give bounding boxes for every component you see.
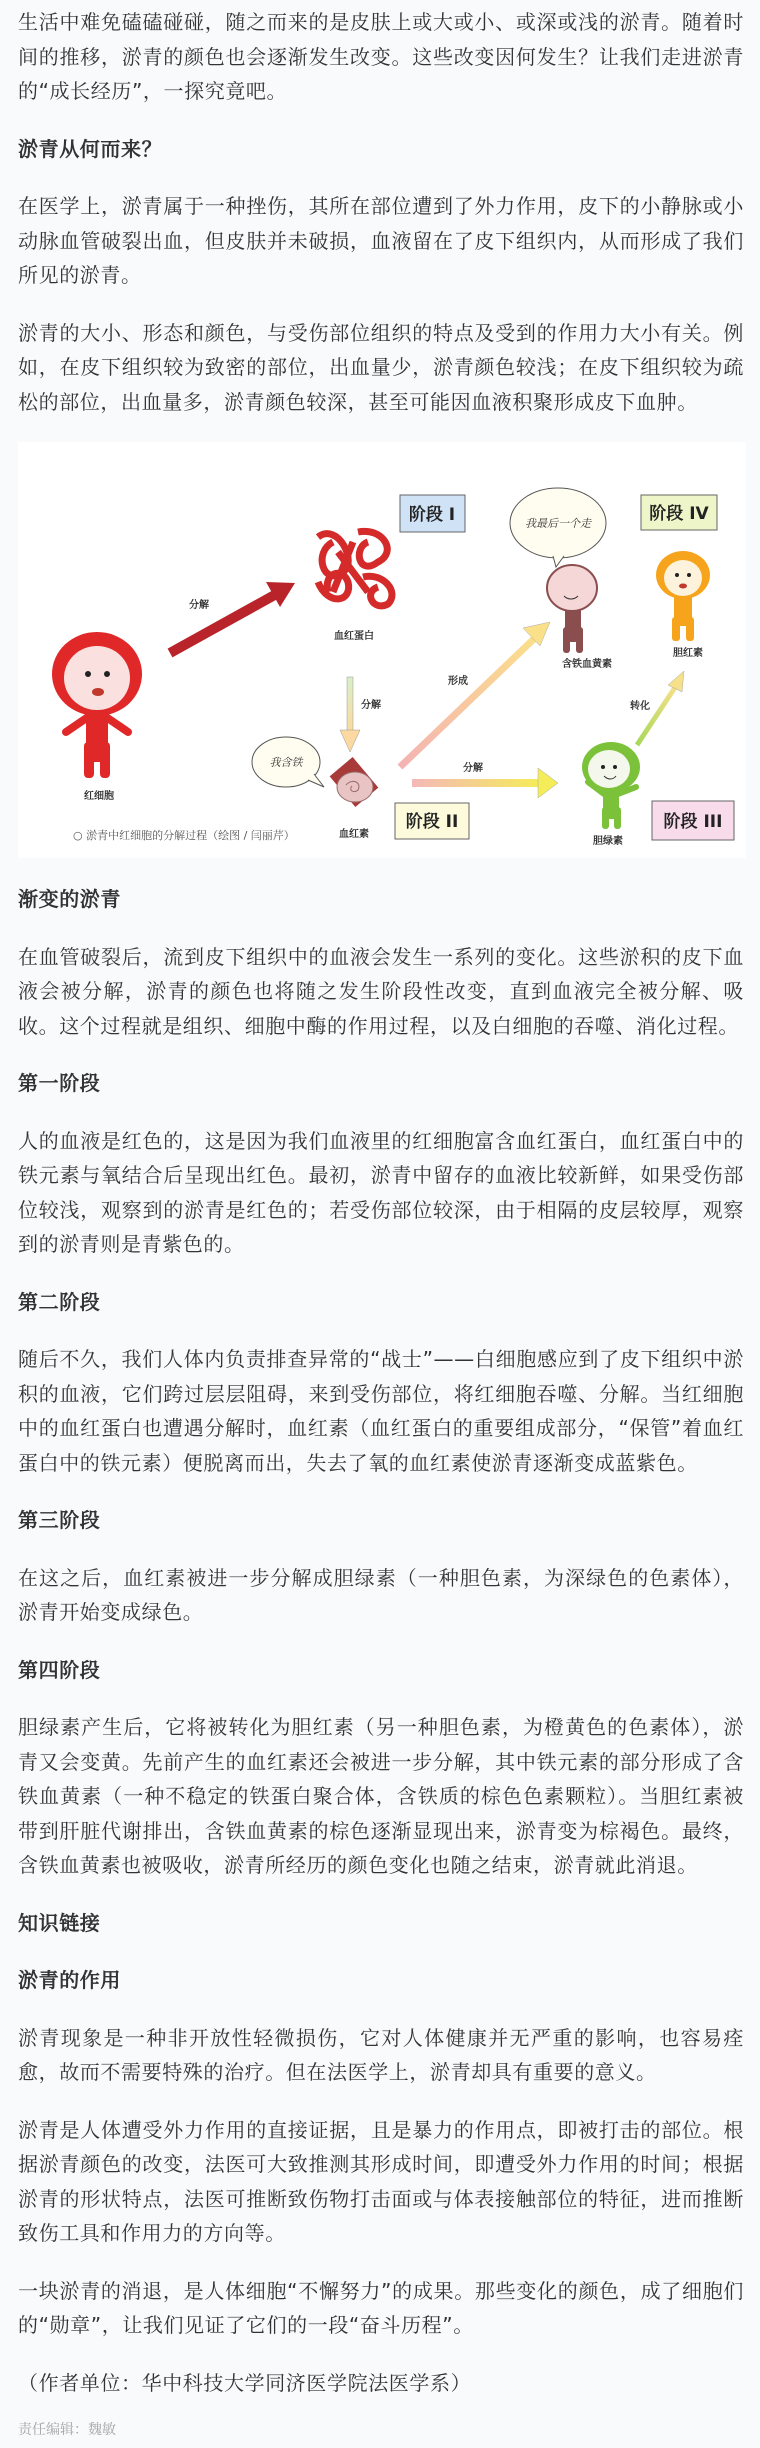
stage-heading: 第二阶段 <box>18 1289 101 1314</box>
arrow-hemoglobin-to-heme <box>340 677 360 752</box>
subsection-heading: 淤青的作用 <box>18 1968 121 1992</box>
red-cell-character-icon <box>52 632 142 778</box>
bubble-text: 我最后一个走 <box>525 517 591 530</box>
paragraph: 随后不久，我们人体内负责排查异常的“战士”——白细胞感应到了皮下组织中淤积的血液，它们跨过层层阻碍，来到受伤部位，将红细胞吞噬、分解。当红细胞中的血红蛋白也遭遇分解时，血红素（血红蛋白的重要组成部分，“保管”着血红蛋白中的铁元素）便脱离而出，失去了氧的血红素使淤青逐渐变成蓝紫色。 <box>18 1347 744 1475</box>
paragraph: 胆绿素产生后，它将被转化为胆红素（另一种胆色素，为橙黄色的色素体），淤青又会变黄。先前产生的血红素还会被进一步分解，其中铁元素的部分形成了含铁血黄素（一种不稳定的铁蛋白聚合体，含铁质的棕色色素颗粒）。当胆红素被带到肝脏代谢排出，含铁血黄素的棕色逐渐显现出来，淤青变为棕褐色。最终，含铁血黄素也被吸收，淤青所经历的颜色变化也随之结束，淤青就此消退。 <box>18 1715 744 1877</box>
stage-3-box <box>652 801 734 840</box>
heme-icon <box>330 757 379 807</box>
arrow-label-convert: 转化 <box>630 701 650 712</box>
stage-2-label: 阶段 II <box>405 812 459 832</box>
figure-caption: ○ 淤青中红细胞的分解过程（绘图 / 闫丽芹） <box>73 829 295 842</box>
paragraph: 淤青的大小、形态和颜色，与受伤部位组织的特点及受到的作用力大小有关。例如，在皮下组织较为致密的部位，出血量少，淤青颜色较浅；在皮下组织较为疏松的部位，出血量多，淤青颜色较深，甚至可能因血液积聚形成皮下血肿。 <box>18 320 744 414</box>
arrow-label-form: 形成 <box>448 676 468 687</box>
bilirubin-character-icon <box>656 551 710 641</box>
arrow-red-cell-to-hemoglobin <box>170 582 295 653</box>
hemosiderin-character-icon <box>547 565 597 653</box>
bubble-text: 我含铁 <box>269 756 303 769</box>
paragraph: 人的血液是红色的，这是因为我们血液里的红细胞富含血红蛋白，血红蛋白中的铁元素与氧结合后呈现出红色。最初，淤青中留存的血液比较新鲜，如果受伤部位较浅，观察到的淤青是红色的；若受伤部位较深，由于相隔的皮层较厚，观察到的淤青则是青紫色的。 <box>18 1128 744 1256</box>
author-affiliation: （作者单位：华中科技大学同济医学院法医学系） <box>18 2370 472 2395</box>
speech-bubble-hemosiderin <box>510 488 606 567</box>
paragraph: 在医学上，淤青属于一种挫伤，其所在部位遭到了外力作用，皮下的小静脉或小动脉血管破裂出血，但皮肤并未破损，血液留在了皮下组织内，从而形成了我们所见的淤青。 <box>18 194 744 287</box>
biliverdin-character-icon <box>582 742 640 829</box>
label-biliverdin: 胆绿素 <box>593 836 623 847</box>
section-heading: 淤青从何而来？ <box>18 136 163 161</box>
stage-heading: 第三阶段 <box>18 1508 101 1532</box>
label-heme: 血红素 <box>339 829 369 840</box>
arrow-label-decompose: 分解 <box>463 763 483 774</box>
stage-1-label: 阶段 I <box>408 505 456 525</box>
stage-4-label: 阶段 IV <box>649 504 709 524</box>
stage-1-box <box>400 495 465 532</box>
arrow-heme-to-hemosiderin <box>400 622 550 767</box>
label-hemosiderin: 含铁血黄素 <box>562 659 612 670</box>
intro-paragraph: 生活中难免磕磕碰碰，随之而来的是皮肤上或大或小、或深或浅的淤青。随着时间的推移，淤青的颜色也会逐渐发生改变。这些改变因何发生？让我们走进淤青的“成长经历”，一探究竟吧。 <box>18 10 744 103</box>
arrow-heme-to-biliverdin <box>412 768 558 798</box>
responsible-editor: 责任编辑：魏敏 <box>18 2422 116 2438</box>
label-red-cell: 红细胞 <box>84 791 114 802</box>
label-hemoglobin: 血红蛋白 <box>334 631 374 642</box>
label-bilirubin: 胆红素 <box>673 648 703 659</box>
stage-3-label: 阶段 III <box>663 812 723 832</box>
arrow-label-decompose: 分解 <box>189 600 209 611</box>
stage-2-box <box>395 803 469 839</box>
illustration-canvas <box>18 442 746 858</box>
section-heading: 知识链接 <box>18 1910 101 1935</box>
paragraph: 在血管破裂后，流到皮下组织中的血液会发生一系列的变化。这些淤积的皮下血液会被分解，淤青的颜色也将随之发生阶段性改变，直到血液完全被分解、吸收。这个过程就是组织、细胞中酶的作用过程，以及白细胞的吞噬、消化过程。 <box>18 944 744 1038</box>
bruise-process-illustration <box>18 442 746 858</box>
stage-4-box <box>641 495 717 530</box>
hemoglobin-molecule-icon <box>318 531 392 606</box>
paragraph: 淤青现象是一种非开放性轻微损伤，它对人体健康并无严重的影响，也容易痊愈，故而不需要特殊的治疗。但在法医学上，淤青却具有重要的意义。 <box>18 2025 744 2084</box>
paragraph: 一块淤青的消退，是人体细胞“不懈努力”的成果。那些变化的颜色，成了细胞们的“勋章”，让我们见证了它们的一段“奋斗历程”。 <box>18 2278 744 2337</box>
section-heading: 渐变的淤青 <box>18 887 121 911</box>
paragraph: 淤青是人体遭受外力作用的直接证据，且是暴力的作用点，即被打击的部位。根据淤青颜色的改变，法医可大致推测其形成时间，即遭受外力作用的时间；根据淤青的形状特点，法医可推断致伤物打击面或与体表接触部位的特征，进而推断致伤工具和作用力的方向等。 <box>18 2117 744 2245</box>
paragraph: 在这之后，血红素被进一步分解成胆绿素（一种胆色素，为深绿色的色素体），淤青开始变成绿色。 <box>18 1565 744 1624</box>
stage-heading: 第四阶段 <box>18 1657 101 1682</box>
stage-heading: 第一阶段 <box>18 1071 101 1095</box>
arrow-label-decompose: 分解 <box>361 700 381 711</box>
speech-bubble-heme <box>252 737 324 787</box>
